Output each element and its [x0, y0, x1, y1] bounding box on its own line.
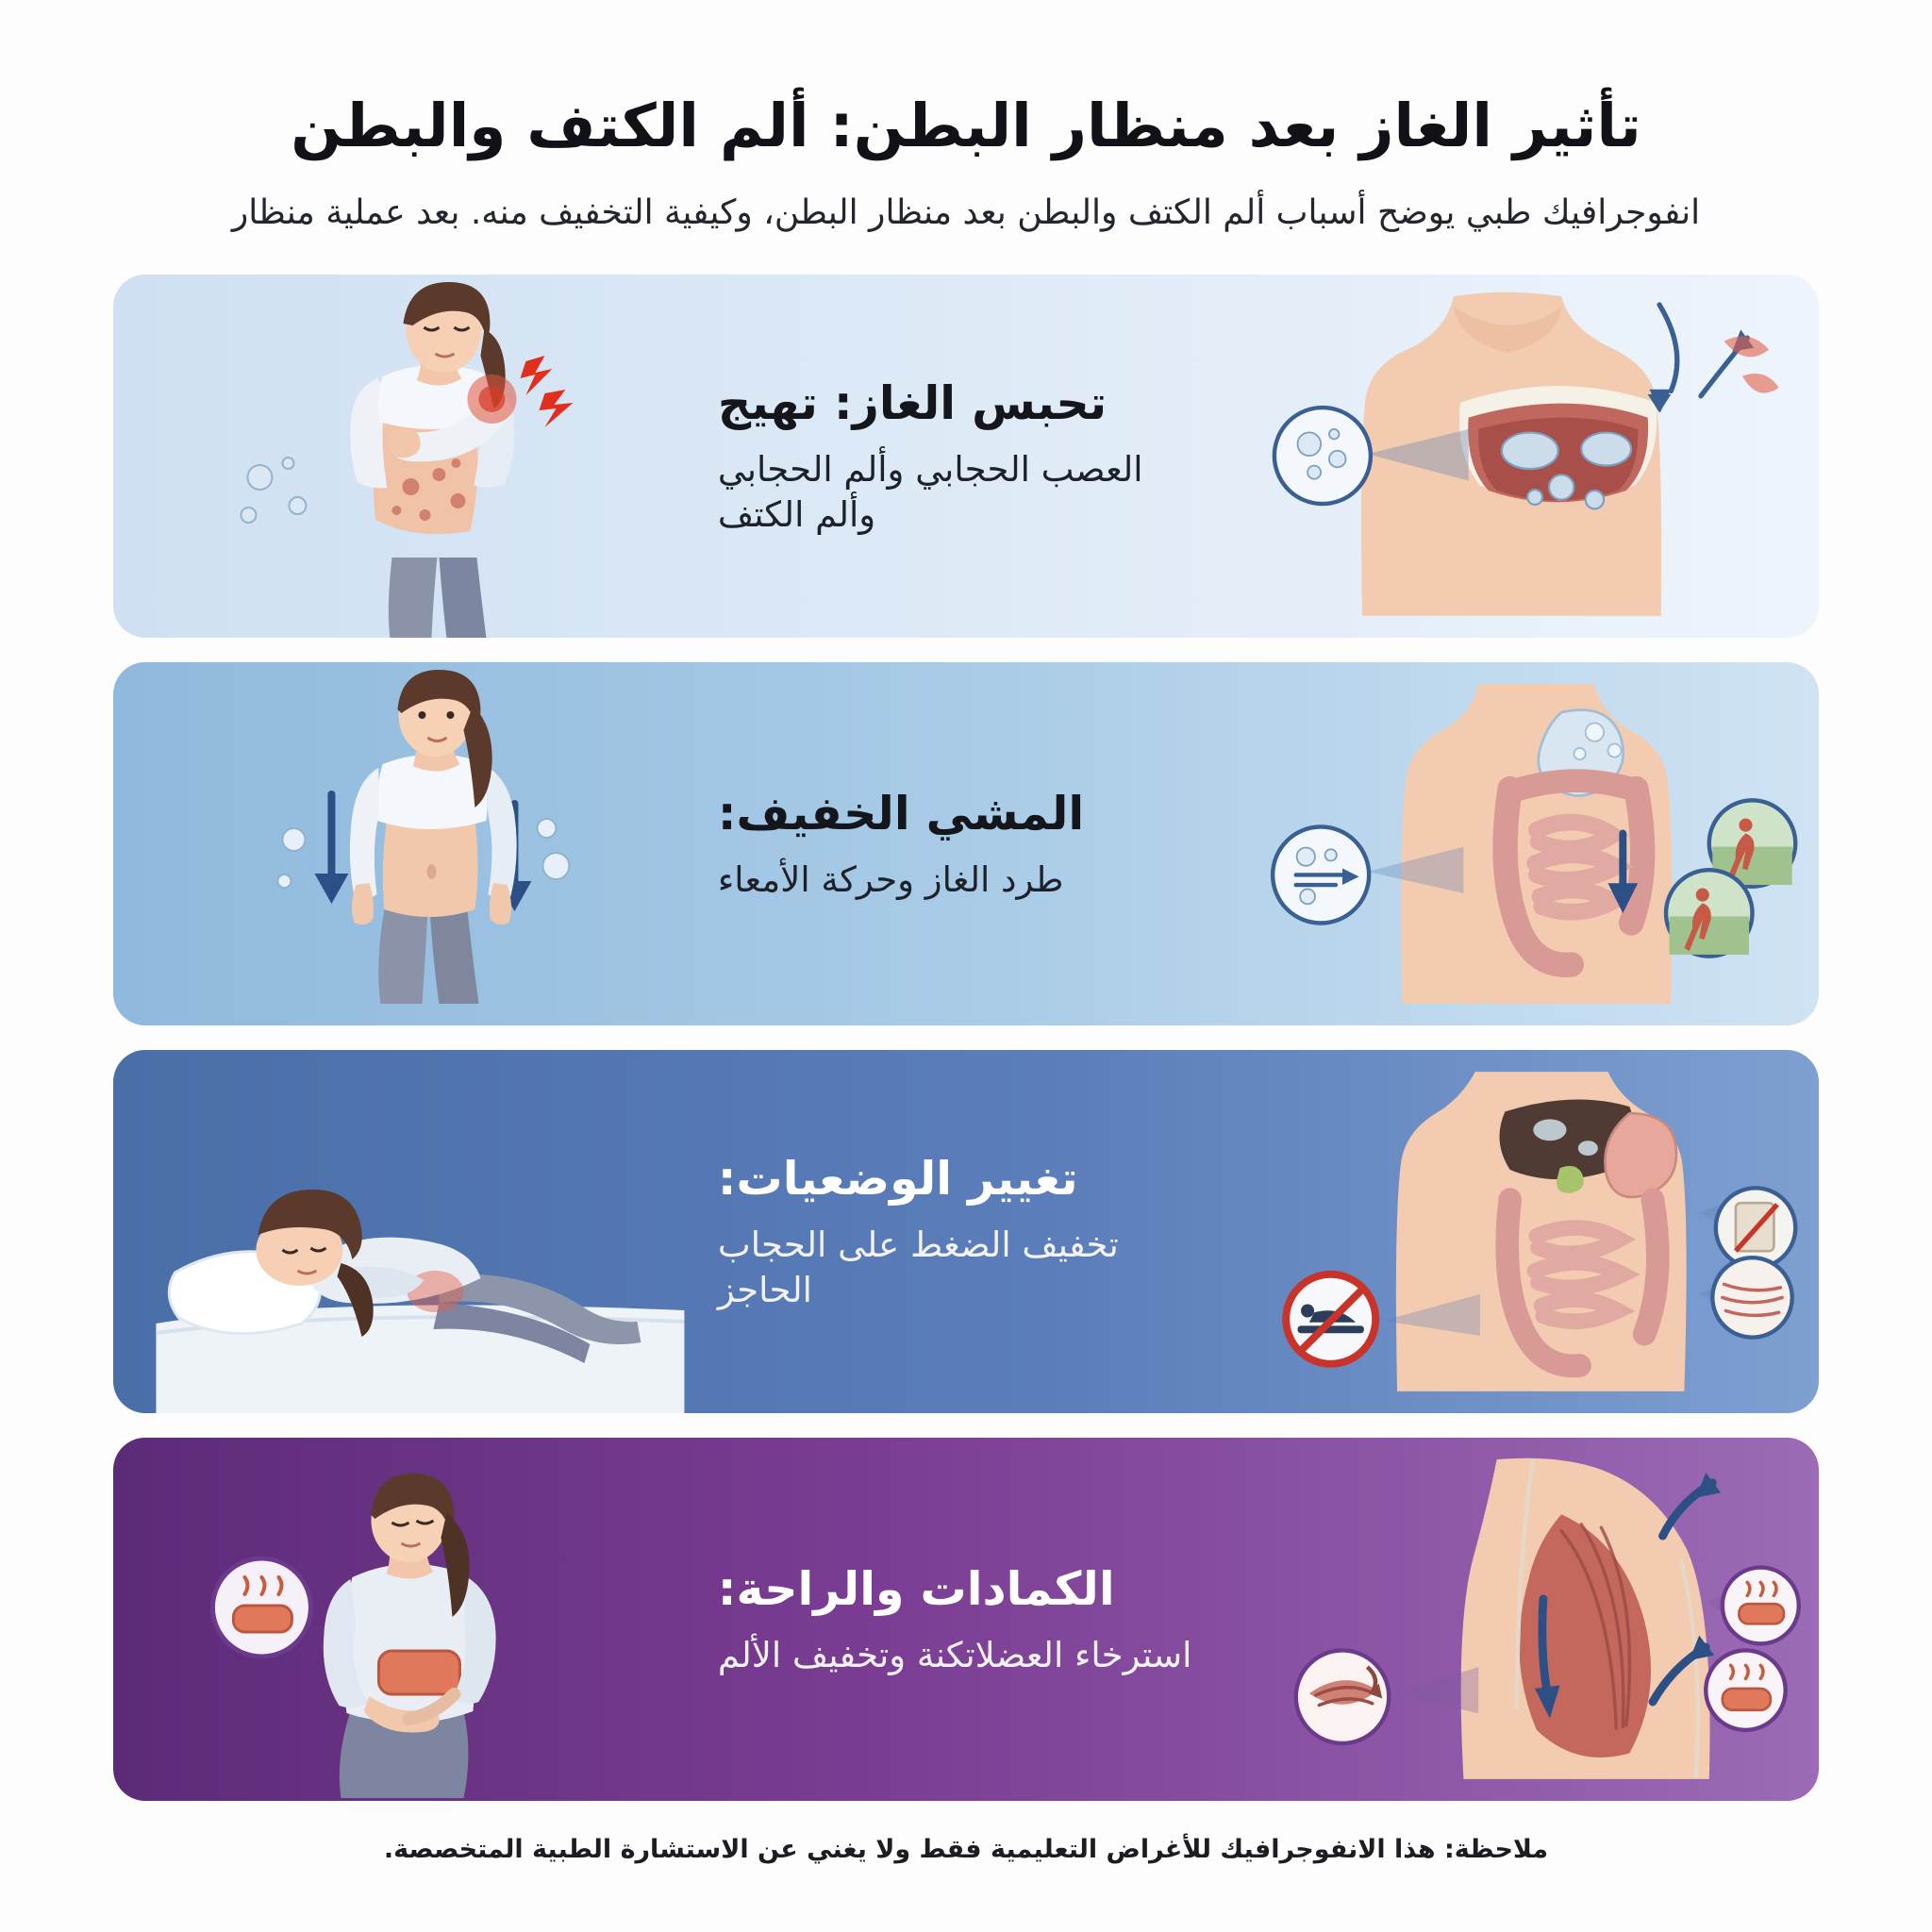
row-gas-trapping-text — [708, 275, 1205, 638]
pain-bolt-icon — [520, 356, 573, 427]
gas-bubble-icon — [241, 458, 306, 523]
row-title: تحبس الغاز: تهيج — [717, 375, 1108, 430]
heat-pad-icon — [1706, 1568, 1799, 1730]
muscle-relax-magnifier-icon — [1296, 1651, 1479, 1744]
row-description: طرد الغاز وحركة الأمعاء — [717, 858, 1064, 900]
intestines-gas-movement-illustration — [1205, 662, 1819, 1025]
row-title: المشي الخفيف: — [717, 786, 1085, 841]
row-description: استرخاء العضلاتكنة وتخفيف الألم — [717, 1634, 1192, 1675]
muscle-fibers-icon — [1699, 1258, 1792, 1338]
page-title: تأثير الغاز بعد منظار البطن: ألم الكتف والبطن — [291, 92, 1641, 160]
row-title: الكمادات والراحة: — [717, 1561, 1115, 1616]
header — [113, 0, 1819, 239]
rows-container — [113, 275, 1819, 1801]
woman-standing-arrows-illustration — [113, 662, 727, 1025]
walking-person-icon — [1666, 801, 1795, 957]
woman-sitting-with-heat-pad-illustration — [113, 1438, 727, 1801]
row-description: العصب الحجابي وألم الحجابي وألم الكتف — [717, 448, 1143, 535]
row-description: تخفيف الضغط على الحجاب الحاجز — [717, 1224, 1119, 1310]
diaphragm-gas-anatomy-illustration — [1205, 275, 1819, 638]
woman-shoulder-pain-bubbles-illustration — [113, 275, 727, 638]
row-light-walking-text — [708, 662, 1205, 1025]
row-compress-and-rest-text — [708, 1438, 1205, 1801]
woman-lying-on-side-illustration — [113, 1050, 727, 1413]
abdominal-organs-illustration — [1205, 1050, 1819, 1413]
diaphragm-detail-icon — [1699, 1189, 1795, 1268]
row-title: تغيير الوضعيات: — [717, 1151, 1078, 1206]
row-position-change-text — [708, 1050, 1205, 1413]
footer-note: ملاحظة: هذا الانفوجرافيك للأغراض التعليمية فقط ولا يغني عن الاستشارة الطبية المتخصصة. — [383, 1835, 1549, 1865]
row-gas-trapping — [113, 275, 1819, 638]
heat-pad-icon — [212, 1558, 310, 1657]
row-compress-and-rest — [113, 1438, 1819, 1801]
row-position-change — [113, 1050, 1819, 1413]
row-light-walking — [113, 662, 1819, 1025]
page-subtitle: انفوجرافيك طبي يوضح أسباب ألم الكتف والبطن بعد منظار البطن، وكيفية التخفيف منه. بعد عملية منظار — [231, 192, 1701, 232]
muscle-relaxation-illustration — [1205, 1438, 1819, 1801]
